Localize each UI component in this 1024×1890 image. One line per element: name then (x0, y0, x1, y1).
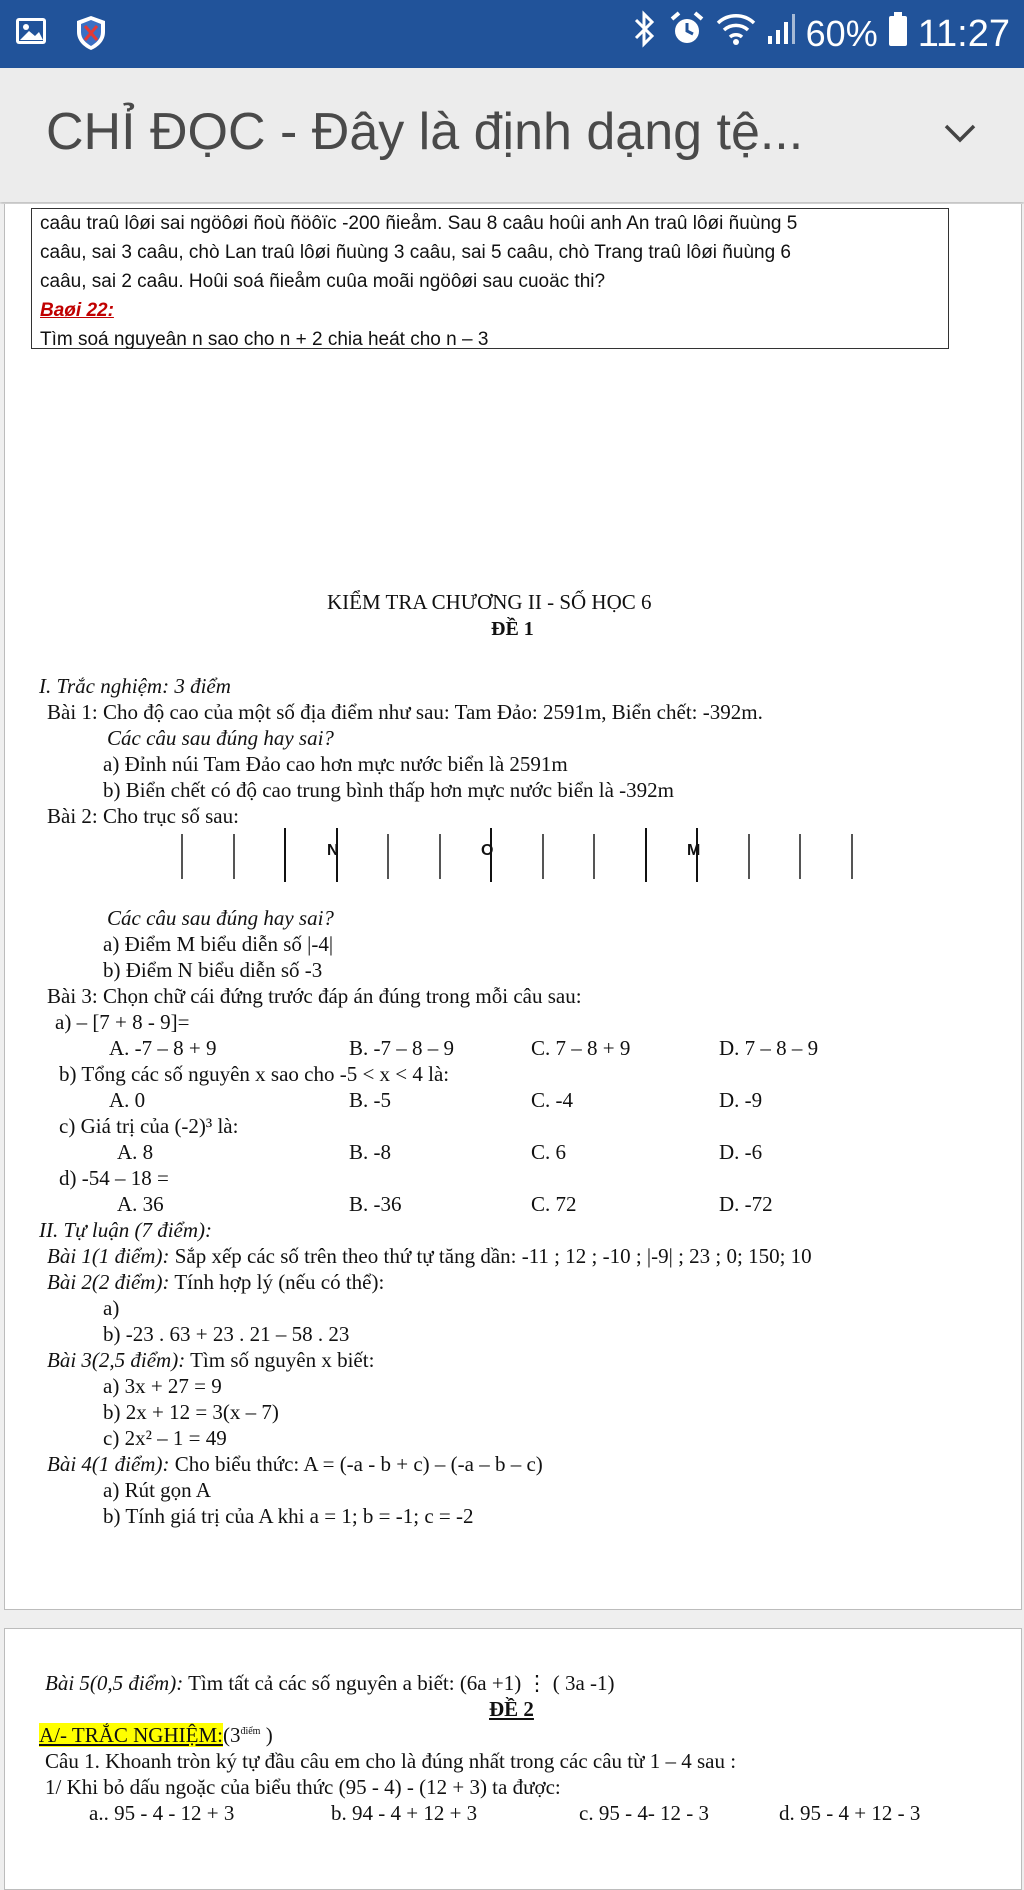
question-text: Bài 2: Cho trục số sau: (47, 804, 239, 828)
wifi-icon (716, 11, 756, 57)
section-points-unit: điểm (240, 1726, 261, 1737)
answer-option: A. 0 (109, 1088, 146, 1112)
section-heading (39, 1723, 273, 1748)
statement-text: b) Biển chết có độ cao trung bình thấp hơn mực nước biển là -392m (103, 778, 674, 802)
statement-text: a) 3x + 27 = 9 (103, 1374, 222, 1398)
question-text: c) Giá trị của (-2)³ là: (59, 1114, 239, 1138)
number-line-tick (181, 834, 183, 879)
document-page (4, 1628, 1022, 1890)
answer-option: C. 6 (531, 1140, 567, 1164)
number-line-tick (542, 834, 544, 879)
section-heading: I. Trắc nghiệm: 3 điểm (39, 674, 231, 698)
question-text: Bài 3: Chọn chữ cái đứng trước đáp án đúng trong mỗi câu sau: (47, 984, 582, 1008)
number-line-tick (233, 834, 235, 879)
answer-option: A. -7 – 8 + 9 (109, 1036, 217, 1060)
alarm-icon (668, 10, 706, 58)
statement-text: a) (103, 1296, 120, 1320)
essay-text: Tính hợp lý (nếu có thể): (169, 1270, 385, 1294)
essay-label: Bài 5(0,5 điểm): (45, 1671, 184, 1695)
question-text: Bài 1: Cho độ cao của một số địa điểm như sau: Tam Đảo: 2591m, Biển chết: -392m. (47, 700, 763, 724)
answer-option: D. -9 (719, 1088, 763, 1112)
number-line-tick (851, 834, 853, 879)
bluetooth-icon (632, 10, 658, 58)
question-text: a) – [7 + 8 - 9]= (55, 1010, 190, 1034)
answer-option: c. 95 - 4- 12 - 3 (579, 1801, 710, 1825)
answer-option: C. -4 (531, 1088, 573, 1112)
section-points: (3 (222, 1723, 241, 1747)
answer-option: D. 7 – 8 – 9 (719, 1036, 819, 1060)
essay-text: Tìm tất cả các số nguyên a biết: (6a +1) ⋮ ( 3a -1) (183, 1671, 615, 1695)
answer-option: A. 8 (117, 1140, 154, 1164)
shield-icon (74, 14, 108, 57)
point-label-m: M (687, 842, 701, 859)
clock: 11:27 (917, 12, 1010, 55)
essay-label: Bài 1(1 điểm): (47, 1244, 170, 1268)
document-page (4, 204, 1022, 1610)
number-line-tick (284, 828, 286, 882)
point-label-o: O (481, 842, 494, 859)
document-title[interactable]: CHỈ ĐỌC - Đây là định dạng tệ... (46, 103, 804, 161)
statement-text: a) Điểm M biểu diễn số |-4| (103, 932, 334, 956)
section-points-end: ) (260, 1723, 273, 1747)
statement-text: b) -23 . 63 + 23 . 21 – 58 . 23 (103, 1322, 350, 1346)
number-line-tick (748, 834, 750, 879)
essay-question (45, 1671, 615, 1696)
question-text: b) Tổng các số nguyên x sao cho -5 < x < 4 là: (59, 1062, 450, 1086)
number-line-tick (645, 828, 647, 882)
number-line-tick (799, 834, 801, 879)
essay-label: Bài 2(2 điểm): (47, 1270, 170, 1294)
answer-option: b. 94 - 4 + 12 + 3 (331, 1801, 478, 1825)
battery-percent: 60% (805, 13, 878, 54)
statement-text: b) Điểm N biểu diễn số -3 (103, 958, 323, 982)
essay-text: Cho biểu thức: A = (-a - b + c) – (-a – b – c) (169, 1452, 543, 1476)
answer-option: B. -5 (349, 1088, 391, 1112)
answer-option: D. -72 (719, 1192, 773, 1216)
essay-question (47, 1348, 374, 1373)
essay-label: Bài 3(2,5 điểm): (47, 1348, 186, 1372)
exercise-task: Tìm soá nguyeân n sao cho n + 2 chia heát cho n – 3 (40, 329, 489, 350)
essay-question (47, 1452, 543, 1477)
essay-text: Sắp xếp các số trên theo thứ tự tăng dần: -11 ; 12 ; -10 ; |-9| ; 23 ; 0; 150; 10 (169, 1244, 812, 1268)
question-text: d) -54 – 18 = (59, 1166, 169, 1190)
battery-icon (888, 11, 908, 57)
essay-question (47, 1270, 384, 1295)
statement-text: c) 2x² – 1 = 49 (103, 1426, 227, 1450)
statement-text: b) 2x + 12 = 3(x – 7) (103, 1400, 279, 1424)
text-line: caâu traû lôøi sai ngöôøi ñoù ñöôïc -200 ñieåm. Sau 8 caâu hoûi anh An traû lôøi ñuùng 5 (40, 213, 798, 234)
text-line: caâu, sai 3 caâu, chò Lan traû lôøi ñuùng 3 caâu, sai 5 caâu, chò Trang traû lôøi ñuùng 6 (40, 242, 791, 263)
answer-option: B. -7 – 8 – 9 (349, 1036, 454, 1060)
answer-option: B. -36 (349, 1192, 402, 1216)
text-line: caâu, sai 2 caâu. Hoûi soá ñieåm cuûa moãi ngöôøi sau cuoäc thi? (40, 271, 606, 292)
answer-option: B. -8 (349, 1140, 391, 1164)
answer-option: D. -6 (719, 1140, 763, 1164)
status-bar (0, 0, 1024, 68)
exercise-heading: Baøi 22: (40, 300, 114, 321)
answer-option: C. 7 – 8 + 9 (531, 1036, 631, 1060)
section-label: A/- TRẮC NGHIỆM: (39, 1723, 223, 1747)
exam-title: KIỂM TRA CHƯƠNG II - SỐ HỌC 6 (327, 590, 652, 614)
exam-subtitle: ĐỀ 1 (491, 618, 534, 640)
image-icon (14, 14, 48, 57)
answer-option: a.. 95 - 4 - 12 + 3 (89, 1801, 235, 1825)
statement-text: a) Đỉnh núi Tam Đảo cao hơn mực nước biển là 2591m (103, 752, 568, 776)
essay-question (47, 1244, 812, 1269)
statement-text: a) Rút gọn A (103, 1478, 211, 1502)
answer-option: A. 36 (117, 1192, 164, 1216)
instruction-text: Các câu sau đúng hay sai? (107, 726, 334, 750)
answer-option: d. 95 - 4 + 12 - 3 (779, 1801, 921, 1825)
signal-icon (766, 12, 796, 56)
chevron-down-icon[interactable] (940, 120, 980, 151)
document-view[interactable] (0, 204, 1024, 1825)
statement-text: b) Tính giá trị của A khi a = 1; b = -1; c = -2 (103, 1504, 474, 1528)
number-line-tick (439, 834, 441, 879)
app-bar (0, 68, 1024, 202)
essay-text: Tìm số nguyên x biết: (185, 1348, 375, 1372)
section-heading: II. Tự luận (7 điểm): (39, 1218, 213, 1242)
point-label-n: N (327, 842, 339, 859)
number-line (181, 824, 861, 884)
instruction-text: Các câu sau đúng hay sai? (107, 906, 334, 930)
previous-exercise-box (31, 208, 949, 349)
exam-subtitle: ĐỀ 2 (489, 1697, 534, 1721)
question-text: 1/ Khi bỏ dấu ngoặc của biểu thức (95 - 4) - (12 + 3) ta được: (45, 1775, 561, 1799)
number-line-tick (387, 834, 389, 879)
answer-option: C. 72 (531, 1192, 577, 1216)
question-text: Câu 1. Khoanh tròn ký tự đầu câu em cho là đúng nhất trong các câu từ 1 – 4 sau : (45, 1749, 737, 1773)
number-line-tick (593, 834, 595, 879)
essay-label: Bài 4(1 điểm): (47, 1452, 170, 1476)
